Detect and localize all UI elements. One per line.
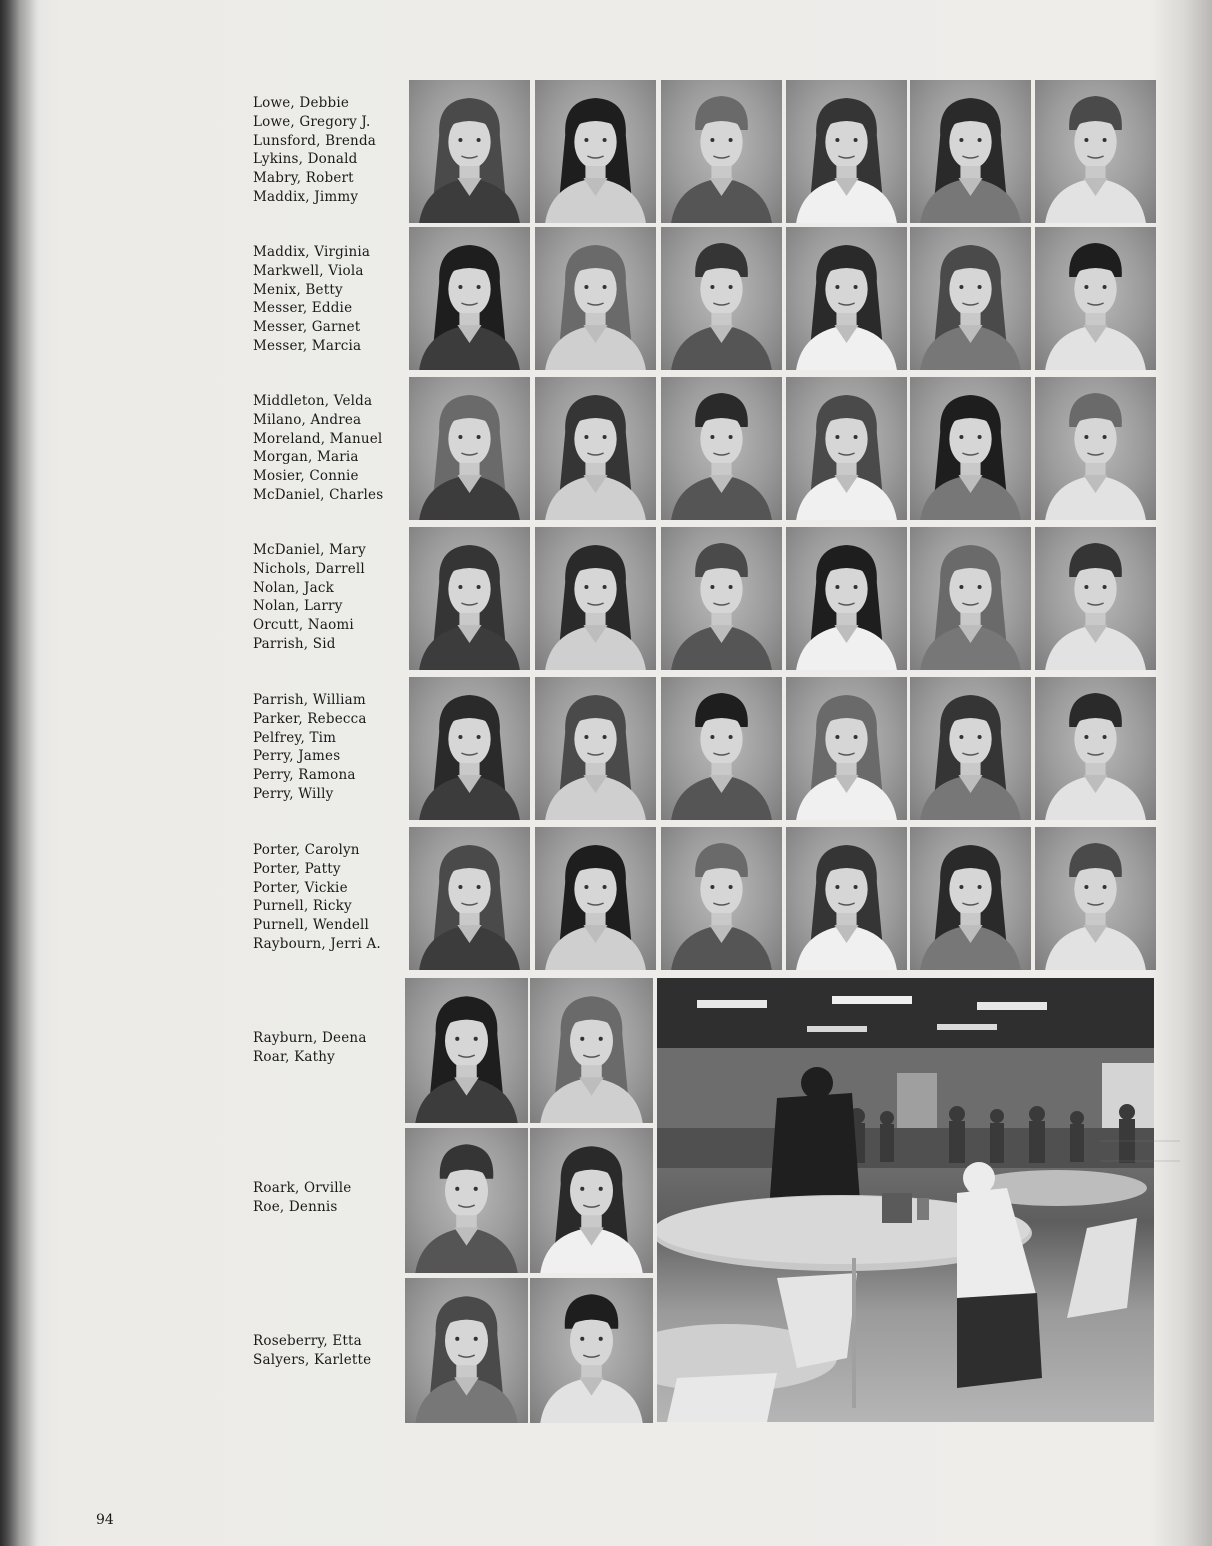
student-portrait <box>786 677 907 820</box>
student-name: Perry, Willy <box>253 785 334 802</box>
student-portrait <box>409 80 530 223</box>
student-name: Nolan, Jack <box>253 579 334 596</box>
student-portrait <box>786 227 907 370</box>
student-name: Roark, Orville <box>253 1180 352 1196</box>
student-portrait <box>910 677 1031 820</box>
student-portrait <box>661 80 782 223</box>
name-list-row-8 <box>253 1179 351 1217</box>
name-list-row-9 <box>253 1332 371 1370</box>
student-portrait <box>661 827 782 970</box>
name-list-row-3 <box>253 392 383 505</box>
student-portrait <box>535 227 656 370</box>
student-name: Raybourn, Jerri A. <box>253 935 381 952</box>
binding-shadow <box>0 0 40 1546</box>
student-portrait <box>1035 80 1156 223</box>
student-name: Perry, James <box>253 748 341 765</box>
student-name: Roseberry, Etta <box>253 1333 362 1349</box>
student-portrait <box>1035 827 1156 970</box>
student-portrait <box>910 80 1031 223</box>
student-name: Porter, Vickie <box>253 879 348 896</box>
student-portrait <box>910 827 1031 970</box>
name-list-row-5 <box>253 691 367 804</box>
student-portrait <box>405 1278 528 1423</box>
name-list-row-6 <box>253 841 381 954</box>
student-name: Roar, Kathy <box>253 1048 335 1065</box>
student-portrait <box>530 1128 653 1273</box>
student-name: Pelfrey, Tim <box>253 729 337 746</box>
student-name: Lykins, Donald <box>253 151 358 168</box>
student-name: Lowe, Debbie <box>253 95 350 111</box>
student-portrait <box>530 978 653 1123</box>
student-name: Parrish, William <box>253 692 366 708</box>
student-portrait <box>661 377 782 520</box>
student-portrait <box>1035 377 1156 520</box>
student-portrait <box>409 377 530 520</box>
student-name: McDaniel, Mary <box>253 542 366 558</box>
student-name: Nolan, Larry <box>253 598 343 615</box>
student-portrait <box>409 677 530 820</box>
student-portrait <box>1035 527 1156 670</box>
student-name: Messer, Garnet <box>253 319 361 336</box>
student-name: Lunsford, Brenda <box>253 132 377 149</box>
student-name: Perry, Ramona <box>253 767 356 784</box>
student-name: Milano, Andrea <box>253 411 362 428</box>
student-portrait <box>1035 227 1156 370</box>
student-name: Mabry, Robert <box>253 170 354 187</box>
student-name: Porter, Carolyn <box>253 842 360 858</box>
student-name: Morgan, Maria <box>253 449 359 466</box>
student-name: Lowe, Gregory J. <box>253 113 371 130</box>
student-portrait <box>535 527 656 670</box>
student-name: Maddix, Virginia <box>253 244 371 260</box>
student-name: McDaniel, Charles <box>253 486 384 503</box>
student-portrait <box>405 1128 528 1273</box>
student-name: Purnell, Ricky <box>253 898 352 915</box>
student-name: Parrish, Sid <box>253 635 336 652</box>
student-portrait <box>786 80 907 223</box>
student-portrait <box>661 677 782 820</box>
student-name: Parker, Rebecca <box>253 710 367 727</box>
student-name: Maddix, Jimmy <box>253 188 359 205</box>
student-portrait <box>535 80 656 223</box>
student-name: Purnell, Wendell <box>253 917 370 934</box>
student-portrait <box>910 527 1031 670</box>
student-name: Rayburn, Deena <box>253 1030 367 1046</box>
student-portrait <box>661 527 782 670</box>
student-name: Middleton, Velda <box>253 393 373 409</box>
student-name: Mosier, Connie <box>253 468 359 485</box>
student-name: Messer, Marcia <box>253 337 362 354</box>
student-name: Moreland, Manuel <box>253 430 383 447</box>
student-portrait <box>409 527 530 670</box>
student-portrait <box>1035 677 1156 820</box>
student-portrait <box>786 827 907 970</box>
student-name: Nichols, Darrell <box>253 560 365 577</box>
student-name: Menix, Betty <box>253 281 343 298</box>
student-portrait <box>535 827 656 970</box>
student-portrait <box>661 227 782 370</box>
student-portrait <box>535 377 656 520</box>
page-number: 94 <box>96 1512 114 1528</box>
student-portrait <box>409 827 530 970</box>
name-list-row-1 <box>253 94 376 207</box>
student-portrait <box>786 527 907 670</box>
name-list-row-2 <box>253 243 370 356</box>
student-portrait <box>409 227 530 370</box>
student-name: Markwell, Viola <box>253 262 364 279</box>
name-list-row-7 <box>253 1029 367 1067</box>
student-portrait <box>910 377 1031 520</box>
cafeteria-photo <box>657 978 1154 1422</box>
student-name: Messer, Eddie <box>253 300 353 317</box>
student-portrait <box>405 978 528 1123</box>
student-name: Porter, Patty <box>253 860 341 877</box>
student-portrait <box>530 1278 653 1423</box>
student-name: Roe, Dennis <box>253 1198 338 1215</box>
student-name: Orcutt, Naomi <box>253 617 354 634</box>
student-portrait <box>910 227 1031 370</box>
student-portrait <box>535 677 656 820</box>
student-name: Salyers, Karlette <box>253 1351 372 1368</box>
name-list-row-4 <box>253 541 366 654</box>
student-portrait <box>786 377 907 520</box>
